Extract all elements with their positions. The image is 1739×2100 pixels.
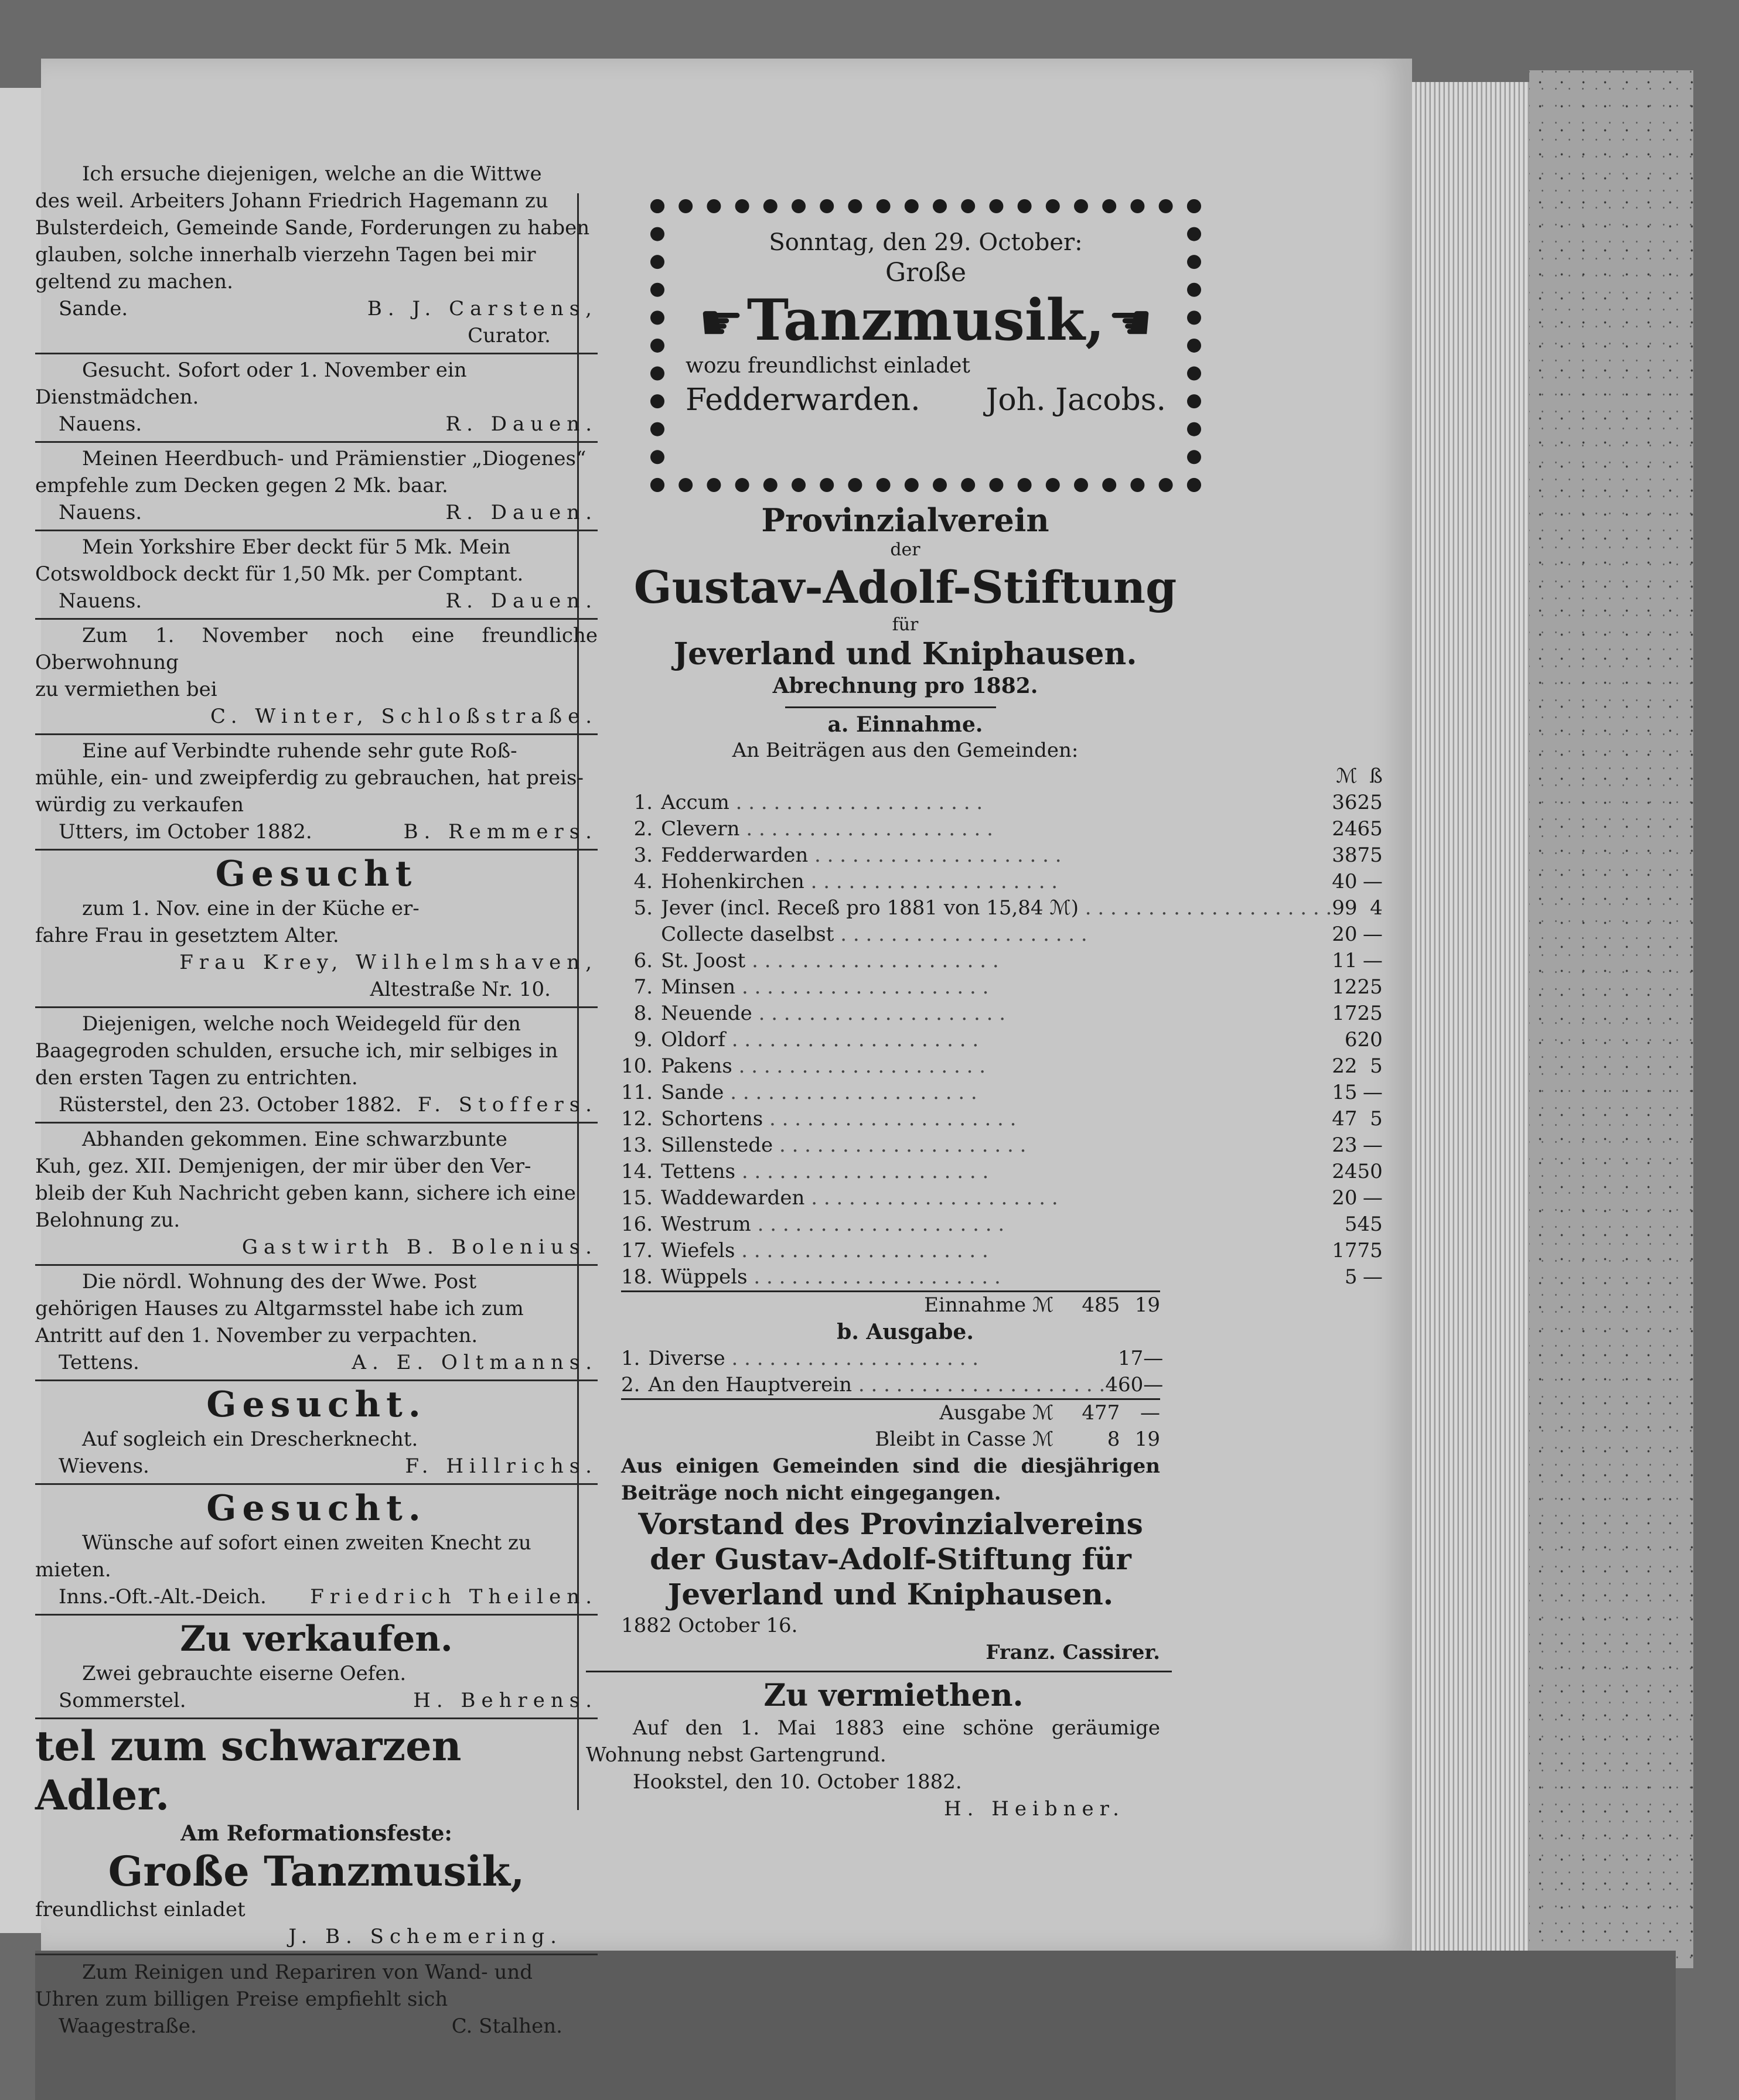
ad-text-line: Gesucht. Sofort oder 1. November ein xyxy=(82,358,467,382)
einnahme-total-label: Einnahme ℳ xyxy=(671,1292,1060,1319)
ad-text-line: glauben, solche innerhalb vierzehn Tagen bei mir xyxy=(35,243,536,267)
ad-text-line: würdig zu verkaufen xyxy=(35,793,244,817)
einnahme-head: a. Einnahme. xyxy=(827,712,983,737)
tanzmusik-ad xyxy=(650,199,1201,492)
leader-dots: . . . . . . . . . . . . . . . . . . . . xyxy=(763,1107,1017,1131)
tanz-sign: Joh. Jacobs. xyxy=(986,383,1166,418)
row-number: 13. xyxy=(621,1133,653,1157)
ad-signature: F. Hillrichs. xyxy=(405,1454,598,1478)
row-number: 7. xyxy=(633,975,653,999)
verein-abrechnung: Abrechnung pro 1882. xyxy=(772,674,1038,698)
ad-signature: H. Behrens. xyxy=(413,1689,598,1712)
ad-text-line: Antritt auf den 1. November zu verpachten. xyxy=(35,1324,478,1347)
ad-text-line: den ersten Tagen zu entrichten. xyxy=(35,1066,358,1090)
row-pfennig: — xyxy=(1362,923,1383,946)
ausgabe-head: b. Ausgabe. xyxy=(837,1320,974,1344)
row-name: Neuende xyxy=(661,1002,752,1025)
ausgabe-total xyxy=(621,1398,1160,1453)
row-name: Diverse xyxy=(648,1347,725,1370)
leader-dots: . . . . . . . . . . . . . . . . . . . . xyxy=(735,975,989,999)
leader-dots: . . . . . . . . . . . . . . . . . . . . xyxy=(745,949,999,972)
pointing-hand-right-icon: ☛ xyxy=(698,293,744,352)
leader-dots: . . . . . . . . . . . . . . . . . . . . xyxy=(739,817,993,841)
row-pfennig: 25 xyxy=(1357,975,1383,999)
account-row xyxy=(621,1238,1383,1264)
row-mark: 24 xyxy=(1332,1160,1358,1183)
ad-text-line: Belohnung zu. xyxy=(35,1208,180,1232)
ad-text-line: Zwei gebrauchte eiserne Oefen. xyxy=(82,1662,407,1685)
classified-ad xyxy=(35,531,598,620)
row-mark: 24 xyxy=(1332,817,1358,841)
vermiethen-title: Zu vermiethen. xyxy=(763,1678,1024,1713)
left-column xyxy=(35,158,598,2040)
row-number: 9. xyxy=(633,1028,653,1051)
leader-dots: . . . . . . . . . . . . . . . . . . . . xyxy=(804,1186,1058,1210)
ad-place: Nauens. xyxy=(59,501,142,524)
ad-place: Sande. xyxy=(59,297,128,320)
ad-place: Rüsterstel, den 23. October 1882. xyxy=(59,1093,402,1116)
row-number: 16. xyxy=(621,1213,653,1236)
row-number: 4. xyxy=(633,870,653,893)
rest-s: 19 xyxy=(1134,1428,1160,1451)
account-row xyxy=(621,1264,1383,1290)
leader-dots: . . . . . . . . . . . . . . . . . . . . xyxy=(808,844,1062,867)
classified-ad xyxy=(35,1008,598,1124)
ad-text-line: Bulsterdeich, Gemeinde Sande, Forderungen zu haben xyxy=(35,216,590,240)
tanz-invite: wozu freundlichst einladet xyxy=(686,354,970,378)
row-name: Westrum xyxy=(661,1213,751,1236)
leader-dots: . . . . . . . . . . . . . . . . . . . . xyxy=(1078,896,1332,920)
classified-ad xyxy=(35,620,598,735)
row-name: Sillenstede xyxy=(661,1133,773,1157)
divider xyxy=(586,1671,1172,1672)
row-number: 6. xyxy=(633,949,653,972)
row-pfennig: — xyxy=(1362,1265,1383,1289)
ad-signature: F. Stoffers. xyxy=(417,1093,598,1116)
row-pfennig: 4 xyxy=(1370,896,1383,920)
ad-text-line: Eine auf Verbindte ruhende sehr gute Roß- xyxy=(82,739,517,763)
account-row xyxy=(621,1159,1383,1185)
account-row xyxy=(621,1080,1383,1106)
row-mark: 17 xyxy=(1332,1002,1358,1025)
row-name: Waddewarden xyxy=(661,1186,805,1210)
ad-signature: Friedrich Theilen. xyxy=(310,1585,598,1609)
row-pfennig: 5 xyxy=(1370,1054,1383,1078)
ad-text-line: mühle, ein- und zweipferdig zu gebrauchen, hat preis- xyxy=(35,766,584,790)
verein-fuer: für xyxy=(892,614,919,635)
row-pfennig: 45 xyxy=(1357,1213,1383,1236)
row-mark: 47 xyxy=(1332,1107,1358,1131)
row-number: 12. xyxy=(621,1107,653,1131)
einnahme-table xyxy=(621,763,1383,1290)
ad-place: Utters, im October 1882. xyxy=(59,820,312,844)
classified-ad xyxy=(35,1616,598,1719)
row-name: St. Joost xyxy=(661,949,746,972)
ad-text-line: Ich ersuche diejenigen, welche an die Wittwe xyxy=(82,162,542,186)
verein-date: 1882 October 16. xyxy=(621,1614,798,1637)
row-pfennig: 75 xyxy=(1357,844,1383,867)
ad-heading: Gesucht. xyxy=(206,1488,427,1529)
row-mark: 15 xyxy=(1332,1081,1358,1104)
ad-signature: R. Dauen. xyxy=(445,412,598,436)
classified-ad xyxy=(35,1124,598,1266)
row-pfennig: 25 xyxy=(1357,1002,1383,1025)
ad-place xyxy=(35,703,59,730)
ad-place: Nauens. xyxy=(59,412,142,436)
adler-title: tel zum schwarzen Adler. xyxy=(35,1722,462,1819)
row-pfennig: 50 xyxy=(1357,1160,1383,1183)
adler-line: freundlichst einladet xyxy=(35,1898,245,1921)
row-name: Minsen xyxy=(661,975,736,999)
row-name: Tettens xyxy=(661,1160,736,1183)
classified-ad xyxy=(35,1266,598,1381)
row-number: 15. xyxy=(621,1186,653,1210)
ad-signature: Gastwirth B. Bolenius. xyxy=(241,1235,598,1259)
row-number: 1. xyxy=(621,1347,640,1370)
account-row xyxy=(621,921,1383,948)
row-pfennig: 20 xyxy=(1357,1028,1383,1051)
row-number: 8. xyxy=(633,1002,653,1025)
row-mark: 23 xyxy=(1332,1133,1358,1157)
book-cover xyxy=(1529,70,1693,1968)
account-row xyxy=(621,1211,1383,1238)
classified-ad xyxy=(35,443,598,531)
ausgabe-total-m: 477 xyxy=(1059,1399,1120,1427)
account-row xyxy=(621,1346,1163,1372)
ad-text-line: Diejenigen, welche noch Weidegeld für den xyxy=(82,1012,521,1036)
row-name: Collecte daselbst xyxy=(661,923,834,946)
row-pfennig: 75 xyxy=(1357,1239,1383,1262)
row-pfennig: — xyxy=(1362,949,1383,972)
ad-heading: Gesucht xyxy=(215,853,418,894)
row-mark: 40 xyxy=(1332,870,1358,893)
currency-mark: ℳ xyxy=(1336,764,1358,788)
ad-text-line: Die nördl. Wohnung des der Wwe. Post xyxy=(82,1270,477,1293)
account-row xyxy=(621,1132,1383,1159)
row-name: Pakens xyxy=(661,1054,732,1078)
verein-sign: Franz. Cassirer. xyxy=(986,1641,1160,1664)
ad-signature: A. E. Oltmanns. xyxy=(352,1351,598,1374)
ad-text-line: bleib der Kuh Nachricht geben kann, sichere ich eine xyxy=(35,1182,576,1205)
row-name: Oldorf xyxy=(661,1028,725,1051)
ad-text-line: mieten. xyxy=(35,1558,111,1582)
account-row xyxy=(621,1372,1163,1398)
row-mark: 6 xyxy=(1344,1028,1358,1051)
row-number: 10. xyxy=(621,1054,653,1078)
row-mark: 17 xyxy=(1117,1347,1144,1370)
ad-place xyxy=(35,1234,59,1261)
row-name: Jever (incl. Receß pro 1881 von 15,84 ℳ) xyxy=(661,896,1079,920)
classified-ad xyxy=(35,1381,598,1485)
tanz-place: Fedderwarden. xyxy=(686,383,920,418)
row-number: 2. xyxy=(621,1373,640,1396)
row-pfennig: — xyxy=(1362,1081,1383,1104)
row-name: Clevern xyxy=(661,817,740,841)
adler-ad xyxy=(35,1719,598,1955)
account-row xyxy=(621,790,1383,816)
ad-signature: R. Dauen. xyxy=(445,589,598,613)
ad-signature-line2: Curator. xyxy=(468,324,551,347)
ad-text-line: Kuh, gez. XII. Demjenigen, der mir über den Ver- xyxy=(35,1155,531,1178)
account-row xyxy=(621,869,1383,895)
verein-der: der xyxy=(890,539,920,560)
leader-dots: . . . . . . . . . . . . . . . . . . . . xyxy=(834,923,1087,946)
rest-m: 8 xyxy=(1107,1428,1120,1451)
pointing-hand-left-icon: ☚ xyxy=(1107,293,1153,352)
einnahme-total xyxy=(621,1290,1160,1319)
adler-big: Große Tanzmusik, xyxy=(108,1847,525,1896)
ad-text-line: Dienstmädchen. xyxy=(35,385,199,409)
leader-dots: . . . . . . . . . . . . . . . . . . . . xyxy=(804,870,1058,893)
tanz-title: Tanzmusik, xyxy=(746,287,1105,353)
ad-heading: Gesucht. xyxy=(206,1384,427,1425)
ad-heading: Zu verkaufen. xyxy=(180,1618,453,1659)
account-row xyxy=(621,1001,1383,1027)
row-number: 17. xyxy=(621,1239,653,1262)
vermiethen-text: Auf den 1. Mai 1883 eine schöne geräumige Wohnung nebst Gartengrund. xyxy=(586,1716,1160,1767)
row-pfennig: — xyxy=(1143,1373,1164,1396)
row-number: 14. xyxy=(621,1160,653,1183)
row-name: Schortens xyxy=(661,1107,763,1131)
leader-dots: . . . . . . . . . . . . . . . . . . . . xyxy=(729,791,983,814)
classified-ad xyxy=(35,851,598,1008)
ad-text-line: zum 1. Nov. eine in der Küche er- xyxy=(82,897,420,920)
right-column xyxy=(586,199,1383,1822)
row-number xyxy=(621,921,661,948)
classified-ad xyxy=(35,354,598,443)
row-mark: 20 xyxy=(1332,1186,1358,1210)
row-mark: 22 xyxy=(1332,1054,1358,1078)
currency-pfennig: ß xyxy=(1369,764,1383,788)
row-mark: 12 xyxy=(1332,975,1358,999)
row-name: An den Hauptverein xyxy=(648,1373,853,1396)
row-number: 5. xyxy=(633,896,653,920)
ad-text-line: Cotswoldbock deckt für 1,50 Mk. per Comptant. xyxy=(35,562,524,586)
leader-dots: . . . . . . . . . . . . . . . . . . . . xyxy=(852,1373,1106,1396)
account-row xyxy=(621,1185,1383,1211)
ad-text-line: Zum 1. November noch eine freundliche Oberwohnung xyxy=(35,624,598,674)
repair-ad xyxy=(35,1955,598,2040)
ad-place: Waagestraße. xyxy=(59,2014,197,2038)
ad-text-line: Zum Reinigen und Repariren von Wand- und xyxy=(82,1961,533,1984)
ausgabe-table xyxy=(621,1346,1163,1398)
verein-title1: Provinzialverein xyxy=(761,501,1049,539)
leader-dots: . . . . . . . . . . . . . . . . . . . . xyxy=(732,1054,986,1078)
row-pfennig: — xyxy=(1362,1186,1383,1210)
verein-title2: Gustav-Adolf-Stiftung xyxy=(633,561,1177,613)
account-row xyxy=(621,948,1383,974)
row-number: 11. xyxy=(621,1081,653,1104)
row-number: 18. xyxy=(621,1265,653,1289)
leader-dots: . . . . . . . . . . . . . . . . . . . . xyxy=(751,1213,1005,1236)
classified-ad xyxy=(35,1485,598,1616)
adler-sign: J. B. Schemering. xyxy=(288,1925,562,1948)
ad-signature: R. Dauen. xyxy=(445,501,598,524)
row-mark: 36 xyxy=(1332,791,1358,814)
ad-signature: C. Winter, Schloßstraße. xyxy=(210,705,598,728)
tanz-date: Sonntag, den 29. October: xyxy=(769,229,1083,256)
leader-dots: . . . . . . . . . . . . . . . . . . . . xyxy=(735,1160,989,1183)
ad-place xyxy=(35,949,59,976)
row-mark: 460 xyxy=(1105,1373,1144,1396)
ad-signature-line2: Altestraße Nr. 10. xyxy=(370,978,551,1001)
rest-label: Bleibt in Casse ℳ xyxy=(875,1428,1054,1451)
row-mark: 17 xyxy=(1332,1239,1358,1262)
row-name: Sande xyxy=(661,1081,724,1104)
account-row xyxy=(621,1053,1383,1080)
ad-text-line: geltend zu machen. xyxy=(35,270,233,293)
leader-dots: . . . . . . . . . . . . . . . . . . . . xyxy=(724,1081,977,1104)
row-mark: 99 xyxy=(1332,896,1358,920)
ad-signature: B. Remmers. xyxy=(403,820,598,844)
row-name: Wüppels xyxy=(661,1265,748,1289)
account-row xyxy=(621,842,1383,869)
row-number: 2. xyxy=(633,817,653,841)
vermiethen-place: Hookstel, den 10. October 1882. xyxy=(633,1770,962,1794)
leader-dots: . . . . . . . . . . . . . . . . . . . . xyxy=(773,1133,1027,1157)
ad-place: Inns.-Oft.-Alt.-Deich. xyxy=(59,1585,267,1609)
row-name: Accum xyxy=(661,791,729,814)
einnahme-total-m: 485 xyxy=(1059,1292,1120,1319)
row-pfennig: 65 xyxy=(1357,817,1383,841)
classified-ad xyxy=(35,735,598,851)
ad-signature: C. Stalhen. xyxy=(451,2014,562,2038)
page-stack-edge xyxy=(1412,82,1529,1951)
row-mark: 5 xyxy=(1344,1213,1358,1236)
row-name: Fedderwarden xyxy=(661,844,809,867)
ad-place: Tettens. xyxy=(59,1351,139,1374)
account-row xyxy=(621,1027,1383,1053)
account-row xyxy=(621,974,1383,1001)
row-number: 1. xyxy=(633,791,653,814)
adler-sub: Am Reformationsfeste: xyxy=(180,1821,452,1846)
account-row xyxy=(621,816,1383,842)
ad-text-line: Auf sogleich ein Drescherknecht. xyxy=(82,1428,418,1451)
ad-signature: B. J. Carstens, xyxy=(367,297,598,320)
ad-text-line: Uhren zum billigen Preise empfiehlt sich xyxy=(35,1988,448,2011)
tanz-pre: Große xyxy=(885,258,967,288)
ausgabe-total-label: Ausgabe ℳ xyxy=(671,1399,1060,1427)
vermiethen-sign: H. Heibner. xyxy=(943,1797,1125,1821)
ad-text-line: Baagegroden schulden, ersuche ich, mir selbiges in xyxy=(35,1039,558,1063)
einnahme-sub: An Beiträgen aus den Gemeinden: xyxy=(732,739,1079,762)
verein-note: Aus einigen Gemeinden sind die diesjährigen Beiträge noch nicht eingegangen. xyxy=(621,1454,1160,1505)
ad-text-line: Meinen Heerdbuch- und Prämienstier „Diogenes“ xyxy=(82,447,587,470)
ad-place: Wievens. xyxy=(59,1454,149,1478)
row-mark: 20 xyxy=(1332,923,1358,946)
row-pfennig: — xyxy=(1362,1133,1383,1157)
row-mark: 11 xyxy=(1332,949,1358,972)
ausgabe-total-s: — xyxy=(1120,1399,1160,1427)
leader-dots: . . . . . . . . . . . . . . . . . . . . xyxy=(752,1002,1006,1025)
row-mark: 38 xyxy=(1332,844,1358,867)
ad-text-line: zu vermiethen bei xyxy=(35,678,217,701)
account-row xyxy=(621,895,1383,921)
ad-text-line: Mein Yorkshire Eber deckt für 5 Mk. Mein xyxy=(82,535,511,559)
verein-vorstand: Vorstand des Provinzialvereins der Gustav-Adolf-Stiftung für Jeverland und Kniphausen. xyxy=(638,1507,1143,1611)
einnahme-total-s: 19 xyxy=(1120,1292,1160,1319)
ornamental-border xyxy=(650,199,1201,492)
ad-place: Nauens. xyxy=(59,589,142,613)
leader-dots: . . . . . . . . . . . . . . . . . . . . xyxy=(725,1347,979,1370)
ad-text-line: fahre Frau in gesetztem Alter. xyxy=(35,924,339,947)
ad-signature: Frau Krey, Wilhelmshaven, xyxy=(179,951,598,974)
leader-dots: . . . . . . . . . . . . . . . . . . . . xyxy=(725,1028,979,1051)
row-name: Wiefels xyxy=(661,1239,735,1262)
ad-text-line: gehörigen Hauses zu Altgarmsstel habe ich zum xyxy=(35,1297,524,1320)
row-pfennig: 25 xyxy=(1357,791,1383,814)
row-mark: 5 xyxy=(1344,1265,1358,1289)
row-number: 3. xyxy=(633,844,653,867)
ad-place: Sommerstel. xyxy=(59,1689,186,1712)
leader-dots: . . . . . . . . . . . . . . . . . . . . xyxy=(735,1239,988,1262)
row-pfennig: 5 xyxy=(1370,1107,1383,1131)
classified-ad xyxy=(35,158,598,354)
account-row xyxy=(621,1106,1383,1132)
row-pfennig: — xyxy=(1362,870,1383,893)
leader-dots: . . . . . . . . . . . . . . . . . . . . xyxy=(747,1265,1001,1289)
verein-region: Jeverland und Kniphausen. xyxy=(673,636,1137,672)
divider xyxy=(785,706,996,708)
row-pfennig: — xyxy=(1143,1347,1164,1370)
row-name: Hohenkirchen xyxy=(661,870,804,893)
ad-text-line: Abhanden gekommen. Eine schwarzbunte xyxy=(82,1128,507,1151)
ad-text-line: Wünsche auf sofort einen zweiten Knecht zu xyxy=(82,1531,531,1555)
ad-text-line: des weil. Arbeiters Johann Friedrich Hagemann zu xyxy=(35,189,548,213)
ad-text-line: empfehle zum Decken gegen 2 Mk. baar. xyxy=(35,474,448,497)
